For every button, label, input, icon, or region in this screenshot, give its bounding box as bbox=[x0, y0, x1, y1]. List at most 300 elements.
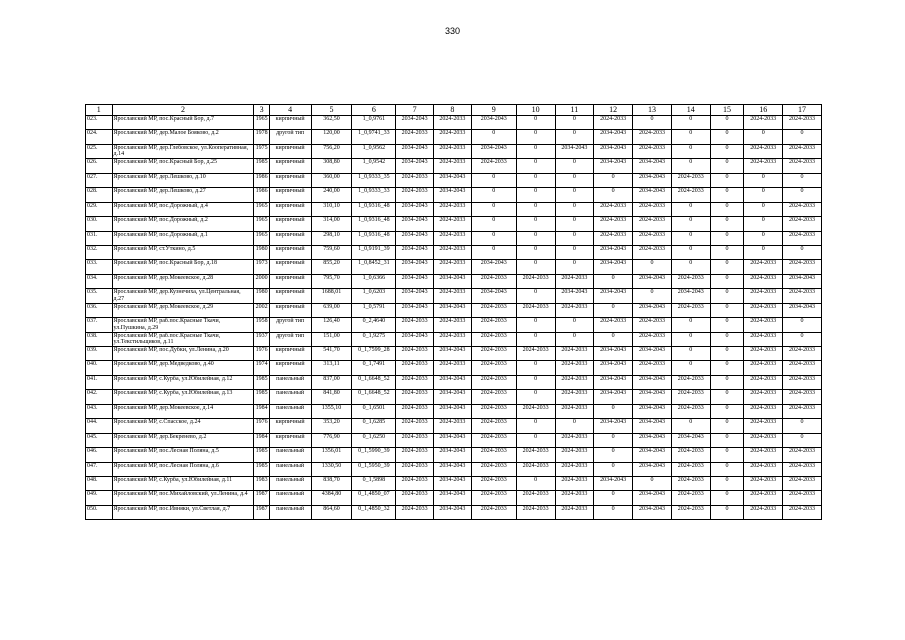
address-cell: Ярославский МР, пос.Лесная Поляна, д.6 bbox=[112, 462, 254, 476]
table-cell: 2034-2043 bbox=[594, 130, 633, 144]
table-cell: 1978 bbox=[254, 130, 269, 144]
table-cell: 1355,10 bbox=[311, 404, 352, 418]
table-cell: 2024-2033 bbox=[434, 116, 472, 130]
table-cell: 1_0,9333_35 bbox=[352, 173, 396, 187]
table-cell: 2024-2033 bbox=[471, 361, 516, 375]
table-cell: 0 bbox=[516, 144, 555, 158]
table-cell: 030. bbox=[86, 217, 113, 231]
table-cell: 2024-2033 bbox=[471, 491, 516, 505]
table-cell: 2024-2033 bbox=[783, 202, 822, 216]
table-cell: 1_0,9542 bbox=[352, 159, 396, 173]
table-cell: 2034-2043 bbox=[471, 116, 516, 130]
table-cell: 1_0,9316_48 bbox=[352, 231, 396, 245]
table-row bbox=[86, 188, 822, 202]
table-cell: 0_1,6250 bbox=[352, 433, 396, 447]
table-cell: 2024-2033 bbox=[434, 245, 472, 259]
table-cell: 2034-2043 bbox=[434, 505, 472, 519]
table-cell: 2034-2043 bbox=[434, 491, 472, 505]
table-cell: 298,10 bbox=[311, 231, 352, 245]
table-cell: 2024-2033 bbox=[396, 361, 434, 375]
table-cell: 0 bbox=[710, 347, 744, 361]
table-cell: 0 bbox=[710, 404, 744, 418]
table-cell: 0 bbox=[710, 318, 744, 332]
table-cell: кирпичный bbox=[269, 159, 311, 173]
table-cell: 0 bbox=[471, 202, 516, 216]
table-cell: 2034-2043 bbox=[633, 347, 672, 361]
table-cell: 308,80 bbox=[311, 159, 352, 173]
table-cell: 0 bbox=[516, 419, 555, 433]
table-cell: 0 bbox=[710, 116, 744, 130]
table-cell: 1965 bbox=[254, 202, 269, 216]
table-cell: 2024-2033 bbox=[671, 505, 710, 519]
table-cell: 0 bbox=[671, 260, 710, 274]
table-cell: 2024-2033 bbox=[783, 505, 822, 519]
table-cell: 0 bbox=[516, 202, 555, 216]
table-cell: кирпичный bbox=[269, 361, 311, 375]
table-cell: 0 bbox=[516, 173, 555, 187]
table-cell: 2024-2033 bbox=[633, 144, 672, 158]
column-header: 9 bbox=[471, 105, 516, 116]
table-cell: 2024-2033 bbox=[744, 448, 783, 462]
column-header: 16 bbox=[744, 105, 783, 116]
table-cell: 2034-2043 bbox=[396, 231, 434, 245]
table-cell: 0 bbox=[516, 289, 555, 303]
table-cell: 1973 bbox=[254, 260, 269, 274]
table-cell: кирпичный bbox=[269, 245, 311, 259]
table-cell: 2034-2043 bbox=[434, 476, 472, 490]
table-row bbox=[86, 505, 822, 519]
table-cell: 0 bbox=[671, 419, 710, 433]
table-cell: 0 bbox=[594, 332, 633, 346]
table-cell: 2024-2033 bbox=[744, 303, 783, 317]
table-cell: 2024-2033 bbox=[396, 347, 434, 361]
table-cell: 0_2,4640 bbox=[352, 318, 396, 332]
table-cell: 2024-2033 bbox=[671, 476, 710, 490]
table-cell: 2024-2033 bbox=[594, 318, 633, 332]
table-cell: 0 bbox=[710, 448, 744, 462]
table-cell: 2024-2033 bbox=[471, 332, 516, 346]
table-cell: 037. bbox=[86, 318, 113, 332]
table-cell: 2034-2043 bbox=[633, 375, 672, 389]
table-cell: 1987 bbox=[254, 491, 269, 505]
table-row bbox=[86, 245, 822, 259]
table-cell: 2002 bbox=[254, 303, 269, 317]
table-cell: 2034-2043 bbox=[633, 433, 672, 447]
table-cell: 2024-2033 bbox=[633, 245, 672, 259]
address-cell: Ярославский МР, дер.Лешково, д.10 bbox=[112, 173, 254, 187]
address-cell: Ярославский МР, дер.Глебовское, ул.Кооперативная, д.14 bbox=[112, 144, 254, 158]
table-cell: панельный bbox=[269, 476, 311, 490]
address-cell: Ярославский МР, раб.пос.Красные Ткачи, ул.Текстильщиков, д.11 bbox=[112, 332, 254, 346]
table-cell: 855,20 bbox=[311, 260, 352, 274]
address-cell: Ярославский МР, пос.Дорожный, д.1 bbox=[112, 231, 254, 245]
table-cell: 2034-2043 bbox=[633, 188, 672, 202]
table-cell: 2024-2033 bbox=[471, 476, 516, 490]
table-cell: 2034-2043 bbox=[396, 159, 434, 173]
table-cell: 1985 bbox=[254, 462, 269, 476]
table-cell: 2034-2043 bbox=[434, 375, 472, 389]
table-cell: 0 bbox=[555, 173, 594, 187]
table-cell: 2024-2033 bbox=[471, 159, 516, 173]
table-cell: 2024-2033 bbox=[783, 159, 822, 173]
table-cell: 1_0,9761 bbox=[352, 116, 396, 130]
table-cell: 864,60 bbox=[311, 505, 352, 519]
table-cell: 0 bbox=[594, 433, 633, 447]
table-row bbox=[86, 390, 822, 404]
column-header: 14 bbox=[671, 105, 710, 116]
table-cell: 0_1,6501 bbox=[352, 404, 396, 418]
table-cell: 2024-2033 bbox=[594, 231, 633, 245]
table-cell: 2034-2043 bbox=[633, 390, 672, 404]
table-cell: 0 bbox=[555, 116, 594, 130]
table-cell: 2024-2033 bbox=[555, 375, 594, 389]
table-cell: 046. bbox=[86, 448, 113, 462]
table-cell: 2034-2043 bbox=[471, 289, 516, 303]
table-cell: 0 bbox=[744, 217, 783, 231]
address-cell: Ярославский МР, с.Спасское, д.24 bbox=[112, 419, 254, 433]
table-cell: панельный bbox=[269, 404, 311, 418]
table-cell: 2000 bbox=[254, 274, 269, 288]
table-cell: панельный bbox=[269, 491, 311, 505]
table-cell: 2034-2043 bbox=[396, 332, 434, 346]
table-row bbox=[86, 491, 822, 505]
table-cell: 050. bbox=[86, 505, 113, 519]
address-cell: Ярославский МР, дер.Мокеевское, д.28 bbox=[112, 274, 254, 288]
table-cell: 2024-2033 bbox=[744, 419, 783, 433]
table-cell: 2034-2043 bbox=[633, 462, 672, 476]
table-cell: 2034-2043 bbox=[396, 289, 434, 303]
table-cell: 2024-2033 bbox=[434, 318, 472, 332]
table-cell: 0 bbox=[783, 188, 822, 202]
table-cell: 1_0,9316_48 bbox=[352, 202, 396, 216]
table-cell: кирпичный bbox=[269, 173, 311, 187]
address-cell: Ярославский МР, пос.Дубки, ул.Ленина, д.20 bbox=[112, 347, 254, 361]
table-cell: 0_1,5898 bbox=[352, 476, 396, 490]
table-cell: 0_1,5950_39 bbox=[352, 462, 396, 476]
table-cell: 795,70 bbox=[311, 274, 352, 288]
table-row bbox=[86, 231, 822, 245]
column-header: 2 bbox=[112, 105, 254, 116]
table-cell: 0 bbox=[710, 433, 744, 447]
table-cell: 2034-2043 bbox=[434, 390, 472, 404]
table-cell: 2024-2033 bbox=[434, 159, 472, 173]
table-cell: 2024-2033 bbox=[516, 274, 555, 288]
table-cell: 2024-2033 bbox=[671, 462, 710, 476]
table-cell: 2024-2033 bbox=[555, 491, 594, 505]
table-cell: 2024-2033 bbox=[471, 433, 516, 447]
table-cell: 1975 bbox=[254, 144, 269, 158]
table-cell: 0 bbox=[710, 303, 744, 317]
table-cell: 0 bbox=[594, 505, 633, 519]
table-cell: 1958 bbox=[254, 318, 269, 332]
table-cell: 2024-2033 bbox=[516, 505, 555, 519]
address-cell: Ярославский МР, дер.Бекренево, д.2 bbox=[112, 433, 254, 447]
table-cell: 0_1,6648_52 bbox=[352, 390, 396, 404]
table-header-row bbox=[86, 105, 822, 116]
table-cell: кирпичный bbox=[269, 303, 311, 317]
table-cell: 0 bbox=[516, 188, 555, 202]
table-row bbox=[86, 130, 822, 144]
table-cell: 0 bbox=[633, 476, 672, 490]
table-cell: 2024-2033 bbox=[783, 404, 822, 418]
table-cell: 1987 bbox=[254, 505, 269, 519]
table-cell: 1330,50 bbox=[311, 462, 352, 476]
table-cell: 1985 bbox=[254, 390, 269, 404]
table-cell: 2024-2033 bbox=[434, 202, 472, 216]
table-cell: 2024-2033 bbox=[396, 476, 434, 490]
table-cell: кирпичный bbox=[269, 347, 311, 361]
table-cell: 0 bbox=[710, 332, 744, 346]
table-cell: 2034-2043 bbox=[434, 433, 472, 447]
table-cell: 310,10 bbox=[311, 202, 352, 216]
table-cell: 0 bbox=[671, 159, 710, 173]
table-cell: кирпичный bbox=[269, 188, 311, 202]
table-cell: 2024-2033 bbox=[555, 404, 594, 418]
table-cell: 0 bbox=[710, 202, 744, 216]
column-header: 6 bbox=[352, 105, 396, 116]
table-cell: 027. bbox=[86, 173, 113, 187]
table-cell: 2024-2033 bbox=[671, 491, 710, 505]
table-cell: 0_1,6285 bbox=[352, 419, 396, 433]
table-cell: 0 bbox=[594, 491, 633, 505]
table-cell: 028. bbox=[86, 188, 113, 202]
table-cell: 0 bbox=[783, 433, 822, 447]
table-cell: 043. bbox=[86, 404, 113, 418]
table-cell: 2024-2033 bbox=[396, 419, 434, 433]
table-cell: 0_1,4850_07 bbox=[352, 491, 396, 505]
column-header: 5 bbox=[311, 105, 352, 116]
table-cell: 0 bbox=[516, 433, 555, 447]
table-cell: 2024-2033 bbox=[434, 332, 472, 346]
table-cell: 2024-2033 bbox=[396, 188, 434, 202]
table-cell: 0 bbox=[516, 476, 555, 490]
table-cell: 151,00 bbox=[311, 332, 352, 346]
address-cell: Ярославский МР, дер.Кузнечиха, ул.Центральная, д.27 bbox=[112, 289, 254, 303]
table-cell: 2034-2043 bbox=[594, 375, 633, 389]
table-cell: кирпичный bbox=[269, 116, 311, 130]
table-cell: 0 bbox=[516, 390, 555, 404]
table-cell: 120,00 bbox=[311, 130, 352, 144]
table-cell: 2024-2033 bbox=[396, 390, 434, 404]
table-cell: 2034-2043 bbox=[594, 419, 633, 433]
table-cell: 2034-2043 bbox=[594, 347, 633, 361]
table-cell: 2024-2033 bbox=[594, 217, 633, 231]
address-cell: Ярославский МР, дер.Мокеевское, д.29 bbox=[112, 303, 254, 317]
address-cell: Ярославский МР, пос.Ивняки, ул.Светлая, д.7 bbox=[112, 505, 254, 519]
table-cell: 1984 bbox=[254, 433, 269, 447]
table-cell: 2024-2033 bbox=[633, 202, 672, 216]
table-cell: 042. bbox=[86, 390, 113, 404]
table-cell: 0 bbox=[710, 491, 744, 505]
table-cell: 2024-2033 bbox=[516, 303, 555, 317]
table-cell: 2034-2043 bbox=[555, 289, 594, 303]
address-cell: Ярославский МР, пос.Михайловский, ул.Ленина, д.4 bbox=[112, 491, 254, 505]
table-cell: панельный bbox=[269, 390, 311, 404]
table-cell: 1688,01 bbox=[311, 289, 352, 303]
table-cell: 0 bbox=[516, 361, 555, 375]
table-cell: 035. bbox=[86, 289, 113, 303]
table-cell: 0 bbox=[516, 332, 555, 346]
page-number: 330 bbox=[444, 26, 461, 36]
table-cell: 047. bbox=[86, 462, 113, 476]
table-cell: 2034-2043 bbox=[594, 289, 633, 303]
address-cell: Ярославский МР, дер.Малое Бояково, д.2 bbox=[112, 130, 254, 144]
table-cell: 0 bbox=[671, 347, 710, 361]
table-cell: 2024-2033 bbox=[744, 375, 783, 389]
table-cell: 2024-2033 bbox=[744, 476, 783, 490]
table-row bbox=[86, 289, 822, 303]
table-row bbox=[86, 217, 822, 231]
table-cell: 2024-2033 bbox=[594, 116, 633, 130]
table-cell: 2024-2033 bbox=[744, 433, 783, 447]
table-cell: 2024-2033 bbox=[783, 361, 822, 375]
table-cell: 2034-2043 bbox=[594, 245, 633, 259]
table-cell: 2034-2043 bbox=[633, 303, 672, 317]
table-cell: 0 bbox=[710, 375, 744, 389]
table-cell: кирпичный bbox=[269, 231, 311, 245]
table-cell: 0 bbox=[710, 476, 744, 490]
table-cell: кирпичный bbox=[269, 202, 311, 216]
table-cell: 2024-2033 bbox=[555, 303, 594, 317]
table-cell: 2034-2043 bbox=[594, 476, 633, 490]
table-cell: 0 bbox=[555, 318, 594, 332]
table-cell: 2024-2033 bbox=[744, 404, 783, 418]
table-row bbox=[86, 260, 822, 274]
table-cell: 0 bbox=[594, 404, 633, 418]
table-cell: 1976 bbox=[254, 419, 269, 433]
table-row bbox=[86, 159, 822, 173]
table-cell: 2024-2033 bbox=[744, 274, 783, 288]
table-cell: 0 bbox=[516, 217, 555, 231]
address-cell: Ярославский МР, ст.Уткино, д.5 bbox=[112, 245, 254, 259]
address-cell: Ярославский МР, дер.Мокеевское, д.14 bbox=[112, 404, 254, 418]
table-cell: 2024-2033 bbox=[396, 448, 434, 462]
table-cell: 048. bbox=[86, 476, 113, 490]
table-cell: 2024-2033 bbox=[671, 188, 710, 202]
table-cell: 2024-2033 bbox=[744, 390, 783, 404]
table-cell: 0 bbox=[671, 245, 710, 259]
table-cell: 0 bbox=[710, 217, 744, 231]
table-cell: 2024-2033 bbox=[471, 347, 516, 361]
table-cell: 2024-2033 bbox=[633, 361, 672, 375]
table-cell: 1965 bbox=[254, 116, 269, 130]
table-cell: 1965 bbox=[254, 217, 269, 231]
table-cell: кирпичный bbox=[269, 260, 311, 274]
table-cell: 2024-2033 bbox=[671, 375, 710, 389]
table-cell: 2024-2033 bbox=[471, 375, 516, 389]
table-row bbox=[86, 404, 822, 418]
table-cell: 838,70 bbox=[311, 476, 352, 490]
table-cell: 2024-2033 bbox=[783, 347, 822, 361]
table-cell: 0 bbox=[744, 173, 783, 187]
table-cell: 2024-2033 bbox=[434, 260, 472, 274]
table-cell: 1_0,9316_48 bbox=[352, 217, 396, 231]
table-cell: 2024-2033 bbox=[671, 173, 710, 187]
table-cell: 036. bbox=[86, 303, 113, 317]
table-cell: 2034-2043 bbox=[434, 404, 472, 418]
table-cell: 0_1,9275 bbox=[352, 332, 396, 346]
table-cell: 0 bbox=[671, 202, 710, 216]
table-cell: 0 bbox=[783, 245, 822, 259]
table-cell: 0 bbox=[471, 231, 516, 245]
table-cell: 2024-2033 bbox=[555, 361, 594, 375]
table-row bbox=[86, 116, 822, 130]
table-row bbox=[86, 318, 822, 332]
table-row bbox=[86, 144, 822, 158]
table-cell: 0 bbox=[594, 303, 633, 317]
address-cell: Ярославский МР, пос.Дорожный, д.4 bbox=[112, 202, 254, 216]
table-cell: 0 bbox=[710, 130, 744, 144]
table-cell: 2024-2033 bbox=[471, 462, 516, 476]
table-cell: 0 bbox=[710, 289, 744, 303]
table-cell: 2034-2043 bbox=[434, 188, 472, 202]
table-cell: кирпичный bbox=[269, 217, 311, 231]
table-cell: 0 bbox=[671, 332, 710, 346]
table-cell: 1_0,5791 bbox=[352, 303, 396, 317]
table-cell: 0 bbox=[671, 217, 710, 231]
table-cell: 2024-2033 bbox=[744, 505, 783, 519]
table-cell: 2024-2033 bbox=[516, 404, 555, 418]
table-cell: 0 bbox=[471, 130, 516, 144]
table-cell: 0 bbox=[671, 144, 710, 158]
table-cell: 0 bbox=[471, 173, 516, 187]
table-cell: 2034-2043 bbox=[594, 260, 633, 274]
table-cell: 0 bbox=[594, 448, 633, 462]
table-cell: 2024-2033 bbox=[396, 491, 434, 505]
table-row bbox=[86, 448, 822, 462]
table-cell: 029. bbox=[86, 202, 113, 216]
table-cell: 2024-2033 bbox=[434, 289, 472, 303]
table-cell: 1986 bbox=[254, 173, 269, 187]
table-row bbox=[86, 433, 822, 447]
table-cell: 0 bbox=[633, 116, 672, 130]
table-cell: 2024-2033 bbox=[671, 448, 710, 462]
table-cell: 2024-2033 bbox=[471, 274, 516, 288]
table-cell: 2034-2043 bbox=[434, 462, 472, 476]
table-cell: 049. bbox=[86, 491, 113, 505]
table-cell: 045. bbox=[86, 433, 113, 447]
table-cell: 240,00 bbox=[311, 188, 352, 202]
table-cell: 2024-2033 bbox=[744, 347, 783, 361]
table-cell: 2024-2033 bbox=[633, 332, 672, 346]
table-cell: 1985 bbox=[254, 375, 269, 389]
table-cell: 0 bbox=[633, 289, 672, 303]
column-header: 10 bbox=[516, 105, 555, 116]
table-cell: 0 bbox=[516, 260, 555, 274]
table-cell: 2024-2033 bbox=[434, 419, 472, 433]
table-cell: 314,00 bbox=[311, 217, 352, 231]
table-cell: 0 bbox=[710, 274, 744, 288]
address-cell: Ярославский МР, раб.пос.Красные Ткачи, ул.Пушкина, д.29 bbox=[112, 318, 254, 332]
table-cell: 0 bbox=[555, 245, 594, 259]
table-cell: 2024-2033 bbox=[783, 289, 822, 303]
table-cell: 0 bbox=[471, 245, 516, 259]
table-cell: 2024-2033 bbox=[783, 448, 822, 462]
column-header: 1 bbox=[86, 105, 113, 116]
table-cell: 0 bbox=[710, 462, 744, 476]
table-cell: 2034-2043 bbox=[633, 274, 672, 288]
table-cell: 2024-2033 bbox=[516, 462, 555, 476]
table-cell: 044. bbox=[86, 419, 113, 433]
table-row bbox=[86, 375, 822, 389]
table-cell: 2034-2043 bbox=[396, 144, 434, 158]
table-cell: 041. bbox=[86, 375, 113, 389]
table-cell: 0 bbox=[471, 217, 516, 231]
table-cell: 0 bbox=[710, 231, 744, 245]
table-cell: 2024-2033 bbox=[783, 375, 822, 389]
table-cell: 2024-2033 bbox=[744, 260, 783, 274]
table-cell: 2024-2033 bbox=[594, 202, 633, 216]
